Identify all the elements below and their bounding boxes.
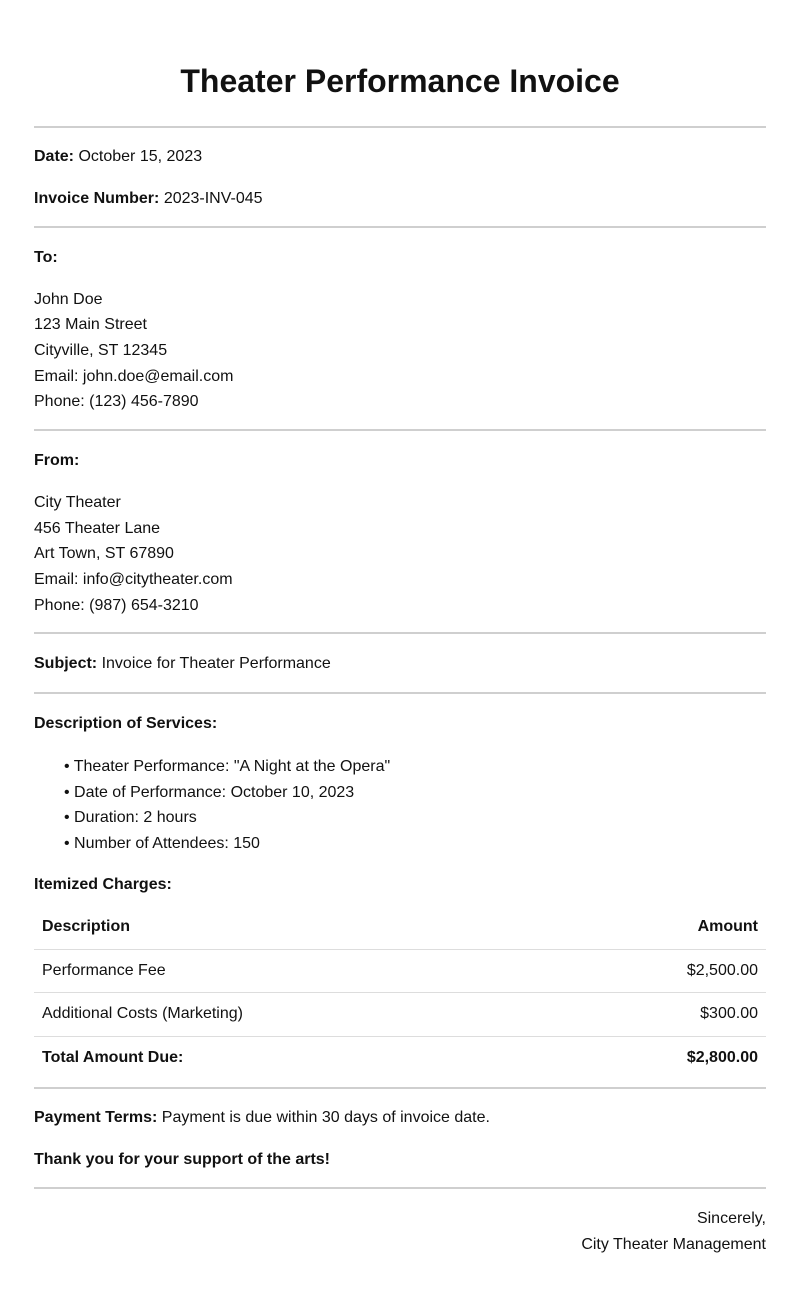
list-item: • Theater Performance: "A Night at the Opera" bbox=[64, 758, 391, 776]
invoice-number-label: Invoice Number: bbox=[34, 190, 160, 207]
sender-phone: Phone: (987) 654-3210 bbox=[34, 596, 199, 614]
sender-address bbox=[34, 490, 766, 618]
subject-value: Invoice for Theater Performance bbox=[101, 655, 331, 673]
services-list bbox=[64, 754, 766, 856]
sender-section bbox=[34, 431, 766, 632]
charges-heading: Itemized Charges: bbox=[34, 876, 172, 894]
recipient-section bbox=[34, 228, 766, 429]
recipient-city: Cityville, ST 12345 bbox=[34, 342, 168, 360]
column-header-amount: Amount bbox=[556, 906, 766, 949]
charge-amount: $300.00 bbox=[556, 993, 766, 1037]
recipient-street: 123 Main Street bbox=[34, 316, 147, 334]
services-section bbox=[34, 694, 766, 856]
recipient-phone: Phone: (123) 456-7890 bbox=[34, 393, 199, 411]
sender-email: Email: info@citytheater.com bbox=[34, 570, 233, 588]
charge-amount: $2,500.00 bbox=[556, 949, 766, 993]
signature-closing: Sincerely, bbox=[696, 1210, 766, 1228]
list-item: • Number of Attendees: 150 bbox=[64, 834, 260, 852]
list-item: • Duration: 2 hours bbox=[64, 809, 197, 827]
payment-terms-value: Payment is due within 30 days of invoice date. bbox=[161, 1109, 490, 1127]
subject-section bbox=[34, 634, 766, 692]
recipient-label: To: bbox=[34, 249, 58, 266]
total-label: Total Amount Due: bbox=[42, 1048, 184, 1066]
page-title: Theater Performance Invoice bbox=[180, 63, 620, 99]
invoice-number-line bbox=[34, 186, 766, 212]
sender-name: City Theater bbox=[34, 493, 121, 511]
table-row bbox=[34, 949, 766, 993]
list-item: • Date of Performance: October 10, 2023 bbox=[64, 783, 355, 801]
recipient-email: Email: john.doe@email.com bbox=[34, 367, 234, 385]
date-label: Date: bbox=[34, 148, 75, 165]
table-row bbox=[34, 993, 766, 1037]
thank-you-note: Thank you for your support of the arts! bbox=[34, 1151, 331, 1169]
signature-section bbox=[34, 1189, 766, 1258]
closing-section bbox=[34, 1089, 766, 1187]
date-line bbox=[34, 144, 766, 170]
charges-section bbox=[34, 856, 766, 1087]
subject-line bbox=[34, 651, 766, 677]
invoice-number-value: 2023-INV-045 bbox=[163, 190, 263, 207]
date-value: October 15, 2023 bbox=[78, 148, 203, 165]
sender-label: From: bbox=[34, 452, 80, 470]
charges-table bbox=[34, 906, 766, 1079]
charge-description: Performance Fee bbox=[34, 949, 556, 993]
table-header-row bbox=[34, 906, 766, 949]
payment-terms-line bbox=[34, 1105, 766, 1131]
services-heading: Description of Services: bbox=[34, 715, 218, 733]
subject-label: Subject: bbox=[34, 655, 98, 673]
meta-section bbox=[34, 128, 766, 226]
recipient-address bbox=[34, 287, 766, 415]
sender-street: 456 Theater Lane bbox=[34, 519, 161, 537]
total-value: $2,800.00 bbox=[686, 1048, 758, 1066]
total-row bbox=[34, 1036, 766, 1079]
signature-name: City Theater Management bbox=[581, 1236, 766, 1254]
column-header-description: Description bbox=[34, 906, 556, 949]
payment-terms-label: Payment Terms: bbox=[34, 1109, 158, 1127]
sender-city: Art Town, ST 67890 bbox=[34, 545, 174, 563]
recipient-name: John Doe bbox=[34, 290, 103, 308]
charge-description: Additional Costs (Marketing) bbox=[34, 993, 556, 1037]
